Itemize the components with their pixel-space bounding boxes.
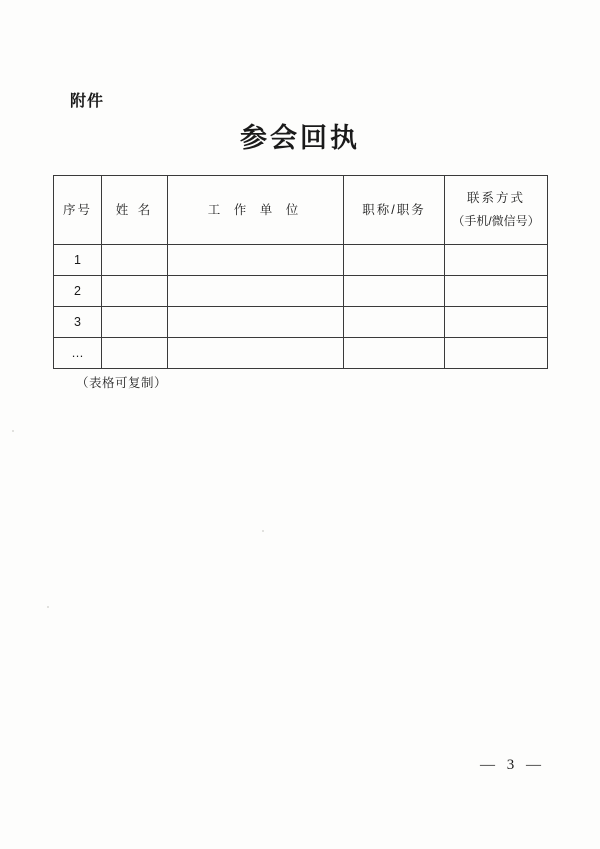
- cell-contact[interactable]: [445, 338, 548, 369]
- cell-job-title[interactable]: [344, 276, 445, 307]
- cell-organization[interactable]: [168, 307, 344, 338]
- table-row: [54, 276, 548, 307]
- paper-speck: [262, 530, 264, 532]
- cell-organization[interactable]: [168, 338, 344, 369]
- cell-name[interactable]: [102, 276, 168, 307]
- table-row: [54, 338, 548, 369]
- cell-name[interactable]: [102, 307, 168, 338]
- paper-speck: [47, 606, 49, 608]
- column-header-job-title-label: 职称/职务: [362, 202, 426, 217]
- page-number: — 3 —: [480, 757, 545, 773]
- column-header-index: [54, 176, 102, 245]
- cell-job-title[interactable]: [344, 245, 445, 276]
- column-header-contact: [445, 176, 548, 245]
- table-note: （表格可复制）: [76, 376, 168, 390]
- column-header-job-title: [344, 176, 445, 245]
- cell-contact[interactable]: [445, 307, 548, 338]
- table-row: [54, 245, 548, 276]
- cell-organization[interactable]: [168, 276, 344, 307]
- attachment-label: 附件: [70, 93, 105, 110]
- cell-index: …: [54, 338, 102, 369]
- page-title: 参会回执: [240, 123, 360, 153]
- column-header-organization: [168, 176, 344, 245]
- table-header-row: [54, 176, 548, 245]
- column-header-name-label: 姓 名: [115, 202, 154, 217]
- column-header-organization-label: 工 作 单 位: [207, 202, 304, 217]
- cell-name[interactable]: [102, 338, 168, 369]
- cell-contact[interactable]: [445, 276, 548, 307]
- cell-index: 3: [54, 307, 102, 338]
- cell-index: 2: [54, 276, 102, 307]
- cell-organization[interactable]: [168, 245, 344, 276]
- cell-contact[interactable]: [445, 245, 548, 276]
- participant-receipt-table: [53, 175, 548, 369]
- paper-speck: [12, 430, 14, 432]
- cell-index: 1: [54, 245, 102, 276]
- column-header-name: [102, 176, 168, 245]
- cell-job-title[interactable]: [344, 338, 445, 369]
- column-header-contact-label: 联系方式: [466, 191, 525, 206]
- cell-job-title[interactable]: [344, 307, 445, 338]
- column-header-index-label: 序号: [62, 202, 92, 217]
- column-header-contact-sublabel: （手机/微信号）: [452, 214, 540, 229]
- table-row: [54, 307, 548, 338]
- cell-name[interactable]: [102, 245, 168, 276]
